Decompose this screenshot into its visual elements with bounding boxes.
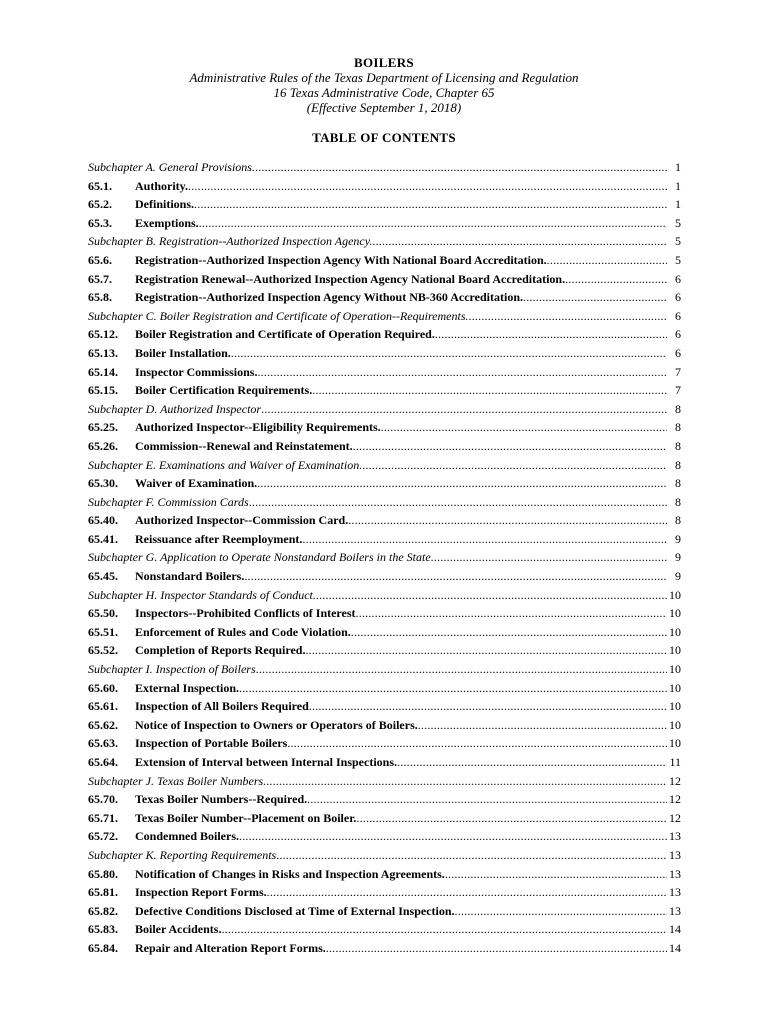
toc-entry-text bbox=[88, 232, 667, 251]
toc-section-entry[interactable] bbox=[88, 567, 681, 586]
toc-section-entry[interactable] bbox=[88, 790, 681, 809]
page-number: 14 bbox=[669, 920, 681, 939]
page-number: 10 bbox=[669, 586, 681, 605]
toc-entry-text bbox=[88, 214, 667, 233]
toc-entry-text bbox=[88, 400, 667, 419]
section-number: 65.52. bbox=[88, 643, 118, 658]
page-number: 5 bbox=[675, 232, 681, 251]
subchapter-title: Subchapter B. Registration--Authorized Inspection Agency. bbox=[88, 234, 373, 249]
toc-section-entry[interactable] bbox=[88, 641, 681, 660]
page-number: 1 bbox=[675, 158, 681, 177]
page-number: 12 bbox=[669, 772, 681, 791]
section-number: 65.71. bbox=[88, 810, 118, 825]
toc-section-entry[interactable] bbox=[88, 865, 681, 884]
toc-entry-text bbox=[88, 158, 667, 177]
page-number: 6 bbox=[675, 270, 681, 289]
section-title: Registration--Authorized Inspection Agency Without NB-360 Accreditation. bbox=[135, 290, 523, 305]
toc-entry-text bbox=[88, 474, 667, 493]
page-number: 10 bbox=[669, 716, 681, 735]
toc-entry-text bbox=[88, 716, 667, 735]
toc-entry-text bbox=[88, 623, 667, 642]
toc-entry-text bbox=[88, 772, 667, 791]
toc-section-entry[interactable] bbox=[88, 381, 681, 400]
toc-section-entry[interactable] bbox=[88, 363, 681, 382]
toc-section-entry[interactable] bbox=[88, 920, 681, 939]
toc-subchapter-entry[interactable] bbox=[88, 400, 681, 419]
page-number: 1 bbox=[675, 195, 681, 214]
page-number: 6 bbox=[675, 344, 681, 363]
page-number: 13 bbox=[669, 902, 681, 921]
page-number: 10 bbox=[669, 660, 681, 679]
section-number: 65.1. bbox=[88, 178, 112, 193]
subchapter-title: Subchapter H. Inspector Standards of Conduct. bbox=[88, 587, 316, 602]
toc-entry-text bbox=[88, 660, 667, 679]
toc-entry-text bbox=[88, 734, 667, 753]
toc-heading: TABLE OF CONTENTS bbox=[312, 130, 456, 145]
section-title: Registration Renewal--Authorized Inspection Agency National Board Accreditation. bbox=[135, 271, 566, 286]
page-number: 13 bbox=[669, 883, 681, 902]
page-number: 14 bbox=[669, 939, 681, 958]
toc-subchapter-entry[interactable] bbox=[88, 456, 681, 475]
subchapter-title: Subchapter A. General Provisions. bbox=[88, 160, 255, 174]
toc-section-entry[interactable] bbox=[88, 251, 681, 270]
subchapter-title: Subchapter I. Inspection of Boilers bbox=[88, 662, 256, 677]
toc-entry-text bbox=[88, 883, 667, 902]
toc-section-entry[interactable] bbox=[88, 604, 681, 623]
toc-section-entry[interactable] bbox=[88, 827, 681, 846]
toc-entry-text bbox=[88, 177, 667, 196]
section-number: 65.61. bbox=[88, 699, 118, 714]
section-title: Waiver of Examination. bbox=[135, 476, 258, 491]
section-number: 65.72. bbox=[88, 829, 118, 844]
section-title: Boiler Registration and Certificate of Operation Required. bbox=[135, 327, 435, 342]
toc-section-entry[interactable] bbox=[88, 214, 681, 233]
subtitle-agency: Administrative Rules of the Texas Department of Licensing and Regulation bbox=[189, 70, 579, 85]
section-number: 65.14. bbox=[88, 364, 118, 379]
toc-entry-text bbox=[88, 604, 667, 623]
toc-entry-text bbox=[88, 846, 667, 865]
section-title: Enforcement of Rules and Code Violation. bbox=[135, 624, 351, 639]
subchapter-title: Subchapter D. Authorized Inspector bbox=[88, 401, 262, 416]
section-title: Inspection of All Boilers Required bbox=[135, 699, 309, 714]
toc-section-entry[interactable] bbox=[88, 809, 681, 828]
toc-entry-text bbox=[88, 195, 667, 214]
toc-section-entry[interactable] bbox=[88, 939, 681, 958]
section-title: Inspectors--Prohibited Conflicts of Interest bbox=[135, 606, 356, 621]
section-number: 65.62. bbox=[88, 717, 118, 732]
table-of-contents bbox=[88, 158, 681, 958]
toc-section-entry[interactable] bbox=[88, 344, 681, 363]
toc-section-entry[interactable] bbox=[88, 697, 681, 716]
toc-section-entry[interactable] bbox=[88, 753, 681, 772]
toc-entry-text bbox=[88, 865, 667, 884]
page-number: 6 bbox=[675, 325, 681, 344]
section-number: 65.40. bbox=[88, 513, 118, 528]
section-number: 65.64. bbox=[88, 755, 118, 769]
section-number: 65.41. bbox=[88, 531, 118, 546]
toc-entry-text bbox=[88, 753, 667, 772]
toc-section-entry[interactable] bbox=[88, 418, 681, 437]
page-number: 10 bbox=[669, 679, 681, 698]
toc-entry-text bbox=[88, 697, 667, 716]
page-number: 8 bbox=[675, 511, 681, 530]
toc-section-entry[interactable] bbox=[88, 716, 681, 735]
toc-section-entry[interactable] bbox=[88, 902, 681, 921]
section-number: 65.70. bbox=[88, 792, 118, 807]
toc-entry-text bbox=[88, 437, 667, 456]
section-title: Authorized Inspector--Eligibility Requirements. bbox=[135, 420, 381, 435]
section-title: Boiler Certification Requirements. bbox=[135, 383, 313, 398]
toc-entry-text bbox=[88, 418, 667, 437]
page-number: 8 bbox=[675, 493, 681, 512]
section-number: 65.2. bbox=[88, 197, 112, 212]
toc-entry-text bbox=[88, 809, 667, 828]
page-number: 13 bbox=[669, 846, 681, 865]
toc-entry-text bbox=[88, 902, 667, 921]
page-number: 6 bbox=[675, 307, 681, 326]
section-title: Texas Boiler Numbers--Required. bbox=[135, 792, 308, 807]
toc-entry-text bbox=[88, 827, 667, 846]
page-number: 12 bbox=[669, 790, 681, 809]
toc-entry-text bbox=[88, 530, 667, 549]
toc-entry-text bbox=[88, 939, 667, 958]
toc-entry-text bbox=[88, 325, 667, 344]
section-number: 65.26. bbox=[88, 438, 118, 453]
page-number: 5 bbox=[675, 214, 681, 233]
section-title: Condemned Boilers. bbox=[135, 829, 240, 844]
section-title: Notification of Changes in Risks and Inspection Agreements. bbox=[135, 866, 445, 881]
toc-section-entry[interactable] bbox=[88, 270, 681, 289]
subchapter-title: Subchapter G. Application to Operate Nonstandard Boilers in the State bbox=[88, 550, 431, 565]
section-title: Notice of Inspection to Owners or Operators of Boilers. bbox=[135, 717, 418, 732]
page-number: 9 bbox=[675, 530, 681, 549]
page-number: 5 bbox=[675, 251, 681, 270]
section-number: 65.13. bbox=[88, 345, 118, 360]
section-title: Inspector Commissions. bbox=[135, 364, 258, 379]
page-number: 10 bbox=[669, 623, 681, 642]
section-number: 65.3. bbox=[88, 215, 112, 230]
toc-entry-text bbox=[88, 456, 667, 475]
page-number: 10 bbox=[669, 604, 681, 623]
section-number: 65.83. bbox=[88, 922, 118, 937]
toc-entry-text bbox=[88, 363, 667, 382]
page-number: 8 bbox=[675, 418, 681, 437]
section-number: 65.51. bbox=[88, 624, 118, 639]
toc-entry-text bbox=[88, 567, 667, 586]
toc-entry-text bbox=[88, 511, 667, 530]
toc-entry-text bbox=[88, 790, 667, 809]
toc-section-entry[interactable] bbox=[88, 679, 681, 698]
section-title: External Inspection. bbox=[135, 680, 240, 695]
section-title: Inspection of Portable Boilers bbox=[135, 736, 288, 751]
toc-entry-text bbox=[88, 641, 667, 660]
page-number: 8 bbox=[675, 437, 681, 456]
section-number: 65.7. bbox=[88, 271, 112, 286]
subtitle-effective-date: (Effective September 1, 2018) bbox=[306, 100, 462, 115]
toc-entry-text bbox=[88, 344, 667, 363]
section-title: Defective Conditions Disclosed at Time of External Inspection. bbox=[135, 903, 455, 918]
toc-entry-text bbox=[88, 270, 667, 289]
subchapter-title: Subchapter E. Examinations and Waiver of Examination. bbox=[88, 457, 363, 472]
page-number: 13 bbox=[669, 865, 681, 884]
section-title: Inspection Report Forms. bbox=[135, 885, 267, 900]
subchapter-title: Subchapter K. Reporting Requirements bbox=[88, 847, 277, 862]
toc-subchapter-entry[interactable] bbox=[88, 307, 681, 326]
toc-subchapter-entry[interactable] bbox=[88, 232, 681, 251]
page-number: 8 bbox=[675, 400, 681, 419]
toc-section-entry[interactable] bbox=[88, 883, 681, 902]
section-number: 65.12. bbox=[88, 327, 118, 342]
toc-subchapter-entry[interactable] bbox=[88, 548, 681, 567]
subchapter-title: Subchapter J. Texas Boiler Numbers. bbox=[88, 773, 267, 788]
toc-entry-text bbox=[88, 548, 667, 567]
toc-entry-text bbox=[88, 586, 667, 605]
section-title: Authorized Inspector--Commission Card. bbox=[135, 513, 349, 528]
section-number: 65.30. bbox=[88, 476, 118, 491]
toc-entry-text bbox=[88, 920, 667, 939]
section-number: 65.50. bbox=[88, 606, 118, 621]
toc-section-entry[interactable] bbox=[88, 177, 681, 196]
section-number: 65.45. bbox=[88, 569, 118, 584]
toc-section-entry[interactable] bbox=[88, 511, 681, 530]
section-number: 65.25. bbox=[88, 420, 118, 435]
section-title: Commission--Renewal and Reinstatement. bbox=[135, 438, 353, 453]
toc-entry-text bbox=[88, 679, 667, 698]
toc-subchapter-entry[interactable] bbox=[88, 158, 681, 177]
section-title: Registration--Authorized Inspection Agency With National Board Accreditation. bbox=[135, 252, 547, 267]
section-title: Completion of Reports Required. bbox=[135, 643, 306, 658]
section-title: Authority. bbox=[135, 178, 189, 193]
section-title: Exemptions. bbox=[135, 215, 199, 230]
page-number: 8 bbox=[675, 474, 681, 493]
section-number: 65.82. bbox=[88, 903, 118, 918]
page-number: 12 bbox=[669, 809, 681, 828]
section-number: 65.63. bbox=[88, 736, 118, 751]
toc-section-entry[interactable] bbox=[88, 288, 681, 307]
toc-section-entry[interactable] bbox=[88, 437, 681, 456]
toc-entry-text bbox=[88, 381, 667, 400]
page-number: 11 bbox=[669, 753, 681, 772]
toc-entry-text bbox=[88, 251, 667, 270]
toc-section-entry[interactable] bbox=[88, 530, 681, 549]
section-title: Reissuance after Reemployment. bbox=[135, 531, 303, 546]
toc-subchapter-entry[interactable] bbox=[88, 493, 681, 512]
toc-section-entry[interactable] bbox=[88, 474, 681, 493]
section-number: 65.80. bbox=[88, 866, 118, 881]
toc-section-entry[interactable] bbox=[88, 195, 681, 214]
section-title: Texas Boiler Number--Placement on Boiler. bbox=[135, 810, 357, 825]
subchapter-title: Subchapter C. Boiler Registration and Certificate of Operation--Requirements. bbox=[88, 308, 469, 323]
page-number: 9 bbox=[675, 567, 681, 586]
subchapter-title: Subchapter F. Commission Cards bbox=[88, 494, 249, 509]
section-title: Extension of Interval between Internal Inspections. bbox=[135, 755, 398, 769]
page-number: 8 bbox=[675, 456, 681, 475]
subtitle-code: 16 Texas Administrative Code, Chapter 65 bbox=[273, 85, 495, 100]
toc-section-entry[interactable] bbox=[88, 623, 681, 642]
section-title: Nonstandard Boilers. bbox=[135, 569, 245, 584]
page-number: 9 bbox=[675, 548, 681, 567]
toc-entry-text bbox=[88, 307, 667, 326]
page-number: 10 bbox=[669, 641, 681, 660]
page-number: 10 bbox=[669, 697, 681, 716]
page-number: 1 bbox=[675, 177, 681, 196]
section-number: 65.60. bbox=[88, 680, 118, 695]
section-title: Definitions. bbox=[135, 197, 195, 212]
page-number: 7 bbox=[675, 381, 681, 400]
section-title: Repair and Alteration Report Forms. bbox=[135, 940, 326, 955]
page-number: 7 bbox=[675, 363, 681, 382]
toc-subchapter-entry[interactable] bbox=[88, 660, 681, 679]
section-number: 65.84. bbox=[88, 940, 118, 955]
section-title: Boiler Accidents. bbox=[135, 922, 222, 937]
toc-entry-text bbox=[88, 493, 667, 512]
toc-subchapter-entry[interactable] bbox=[88, 586, 681, 605]
toc-section-entry[interactable] bbox=[88, 325, 681, 344]
document-title: BOILERS bbox=[354, 55, 414, 70]
toc-subchapter-entry[interactable] bbox=[88, 772, 681, 791]
toc-section-entry[interactable] bbox=[88, 734, 681, 753]
page-number: 13 bbox=[669, 827, 681, 846]
toc-subchapter-entry[interactable] bbox=[88, 846, 681, 865]
section-number: 65.8. bbox=[88, 290, 112, 305]
section-number: 65.6. bbox=[88, 252, 112, 267]
page-number: 10 bbox=[669, 734, 681, 753]
section-number: 65.15. bbox=[88, 383, 118, 398]
section-title: Boiler Installation. bbox=[135, 345, 231, 360]
page-number: 6 bbox=[675, 288, 681, 307]
toc-entry-text bbox=[88, 288, 667, 307]
section-number: 65.81. bbox=[88, 885, 118, 900]
